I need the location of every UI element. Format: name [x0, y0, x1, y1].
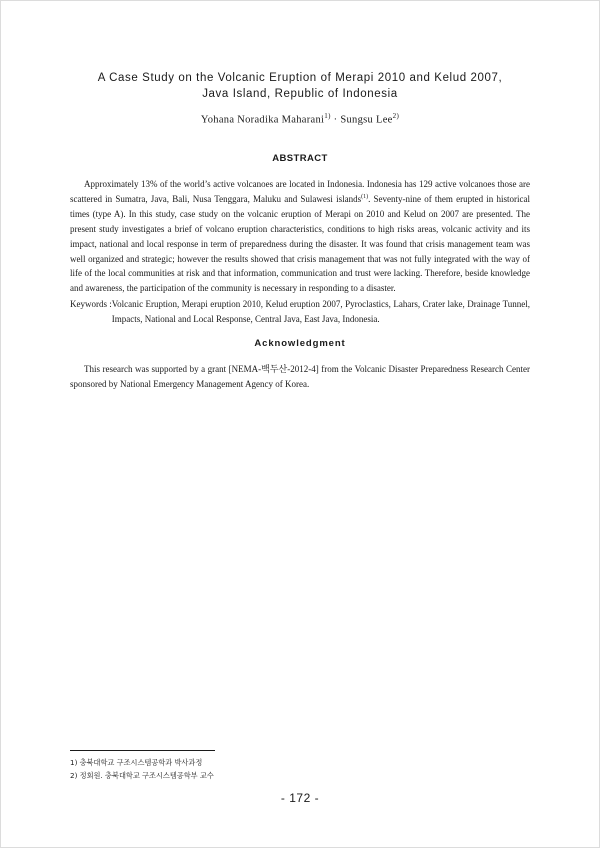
abstract-heading: ABSTRACT: [272, 153, 328, 164]
acknowledgment-paragraph: This research was supported by a grant [NEMA-백두산-2012-4] from the Volcanic Disaster Preparedness Research Center sponsored by National Emergency Management Agency of Korea.: [70, 364, 530, 389]
footnote-divider: [70, 750, 215, 751]
author-1-footnote-mark: 1): [324, 112, 331, 120]
author-2-footnote-mark: 2): [392, 112, 400, 120]
footnote-2: 2) 정회원. 충북대학교 구조시스템공학부 교수: [70, 771, 214, 780]
keywords-label: Keywords :: [70, 299, 112, 309]
page-number: - 172 -: [280, 791, 320, 805]
keywords-block: [70, 297, 530, 327]
author-2-name: Sungsu Lee: [340, 114, 393, 126]
keywords-text: Volcanic Eruption, Merapi eruption 2010, Kelud eruption 2007, Pyroclastics, Lahars, Crater lake, Drainage Tunnel, Impacts, National and Local Response, Central Java, East Java, Indonesia.: [111, 299, 530, 324]
paper-title: [40, 70, 560, 102]
acknowledgment-heading: Acknowledgment: [254, 338, 346, 349]
abstract-text-part-1: Approximately 13% of the world’s active volcanoes are located in Indonesia. Indonesia has 129 active volcanoes those are scattered in Sumatra, Java, Bali, Nusa Tenggara, Maluku and Sulawesi islands: [70, 179, 530, 204]
footnote-1: 1) 충북대학교 구조시스템공학과 박사과정: [70, 758, 203, 767]
paper-title-line-2: Java Island, Republic of Indonesia: [202, 88, 398, 100]
author-line: [40, 112, 560, 126]
author-separator: ·: [330, 114, 341, 126]
author-1-name: Yohana Noradika Maharani: [200, 114, 325, 126]
abstract-text-part-2: . Seventy-nine of them erupted in historical times (type A). In this study, case study on the volcanic eruption of Merapi on 2010 and Kelud on 2007 are presented. The present study investigates a brief of volcano eruption characteristics, conditions to high risks areas, volcanic activity and its impact, national and local response in term of preparedness during the disaster. It was found that crisis management team was well organized and strategic; however the results showed that crisis management that was not fully integrated with the way of life of the local communities at risk and that information, communication and trust were lacking. Therefore, beside knowledge and awareness, the participation of the community is necessary in responding to a disaster.: [70, 193, 530, 294]
footnotes: [70, 756, 214, 782]
abstract-citation-mark: (1): [361, 193, 369, 200]
paper-title-line-1: A Case Study on the Volcanic Eruption of Merapi 2010 and Kelud 2007,: [97, 72, 503, 84]
abstract-paragraph: [70, 177, 530, 296]
